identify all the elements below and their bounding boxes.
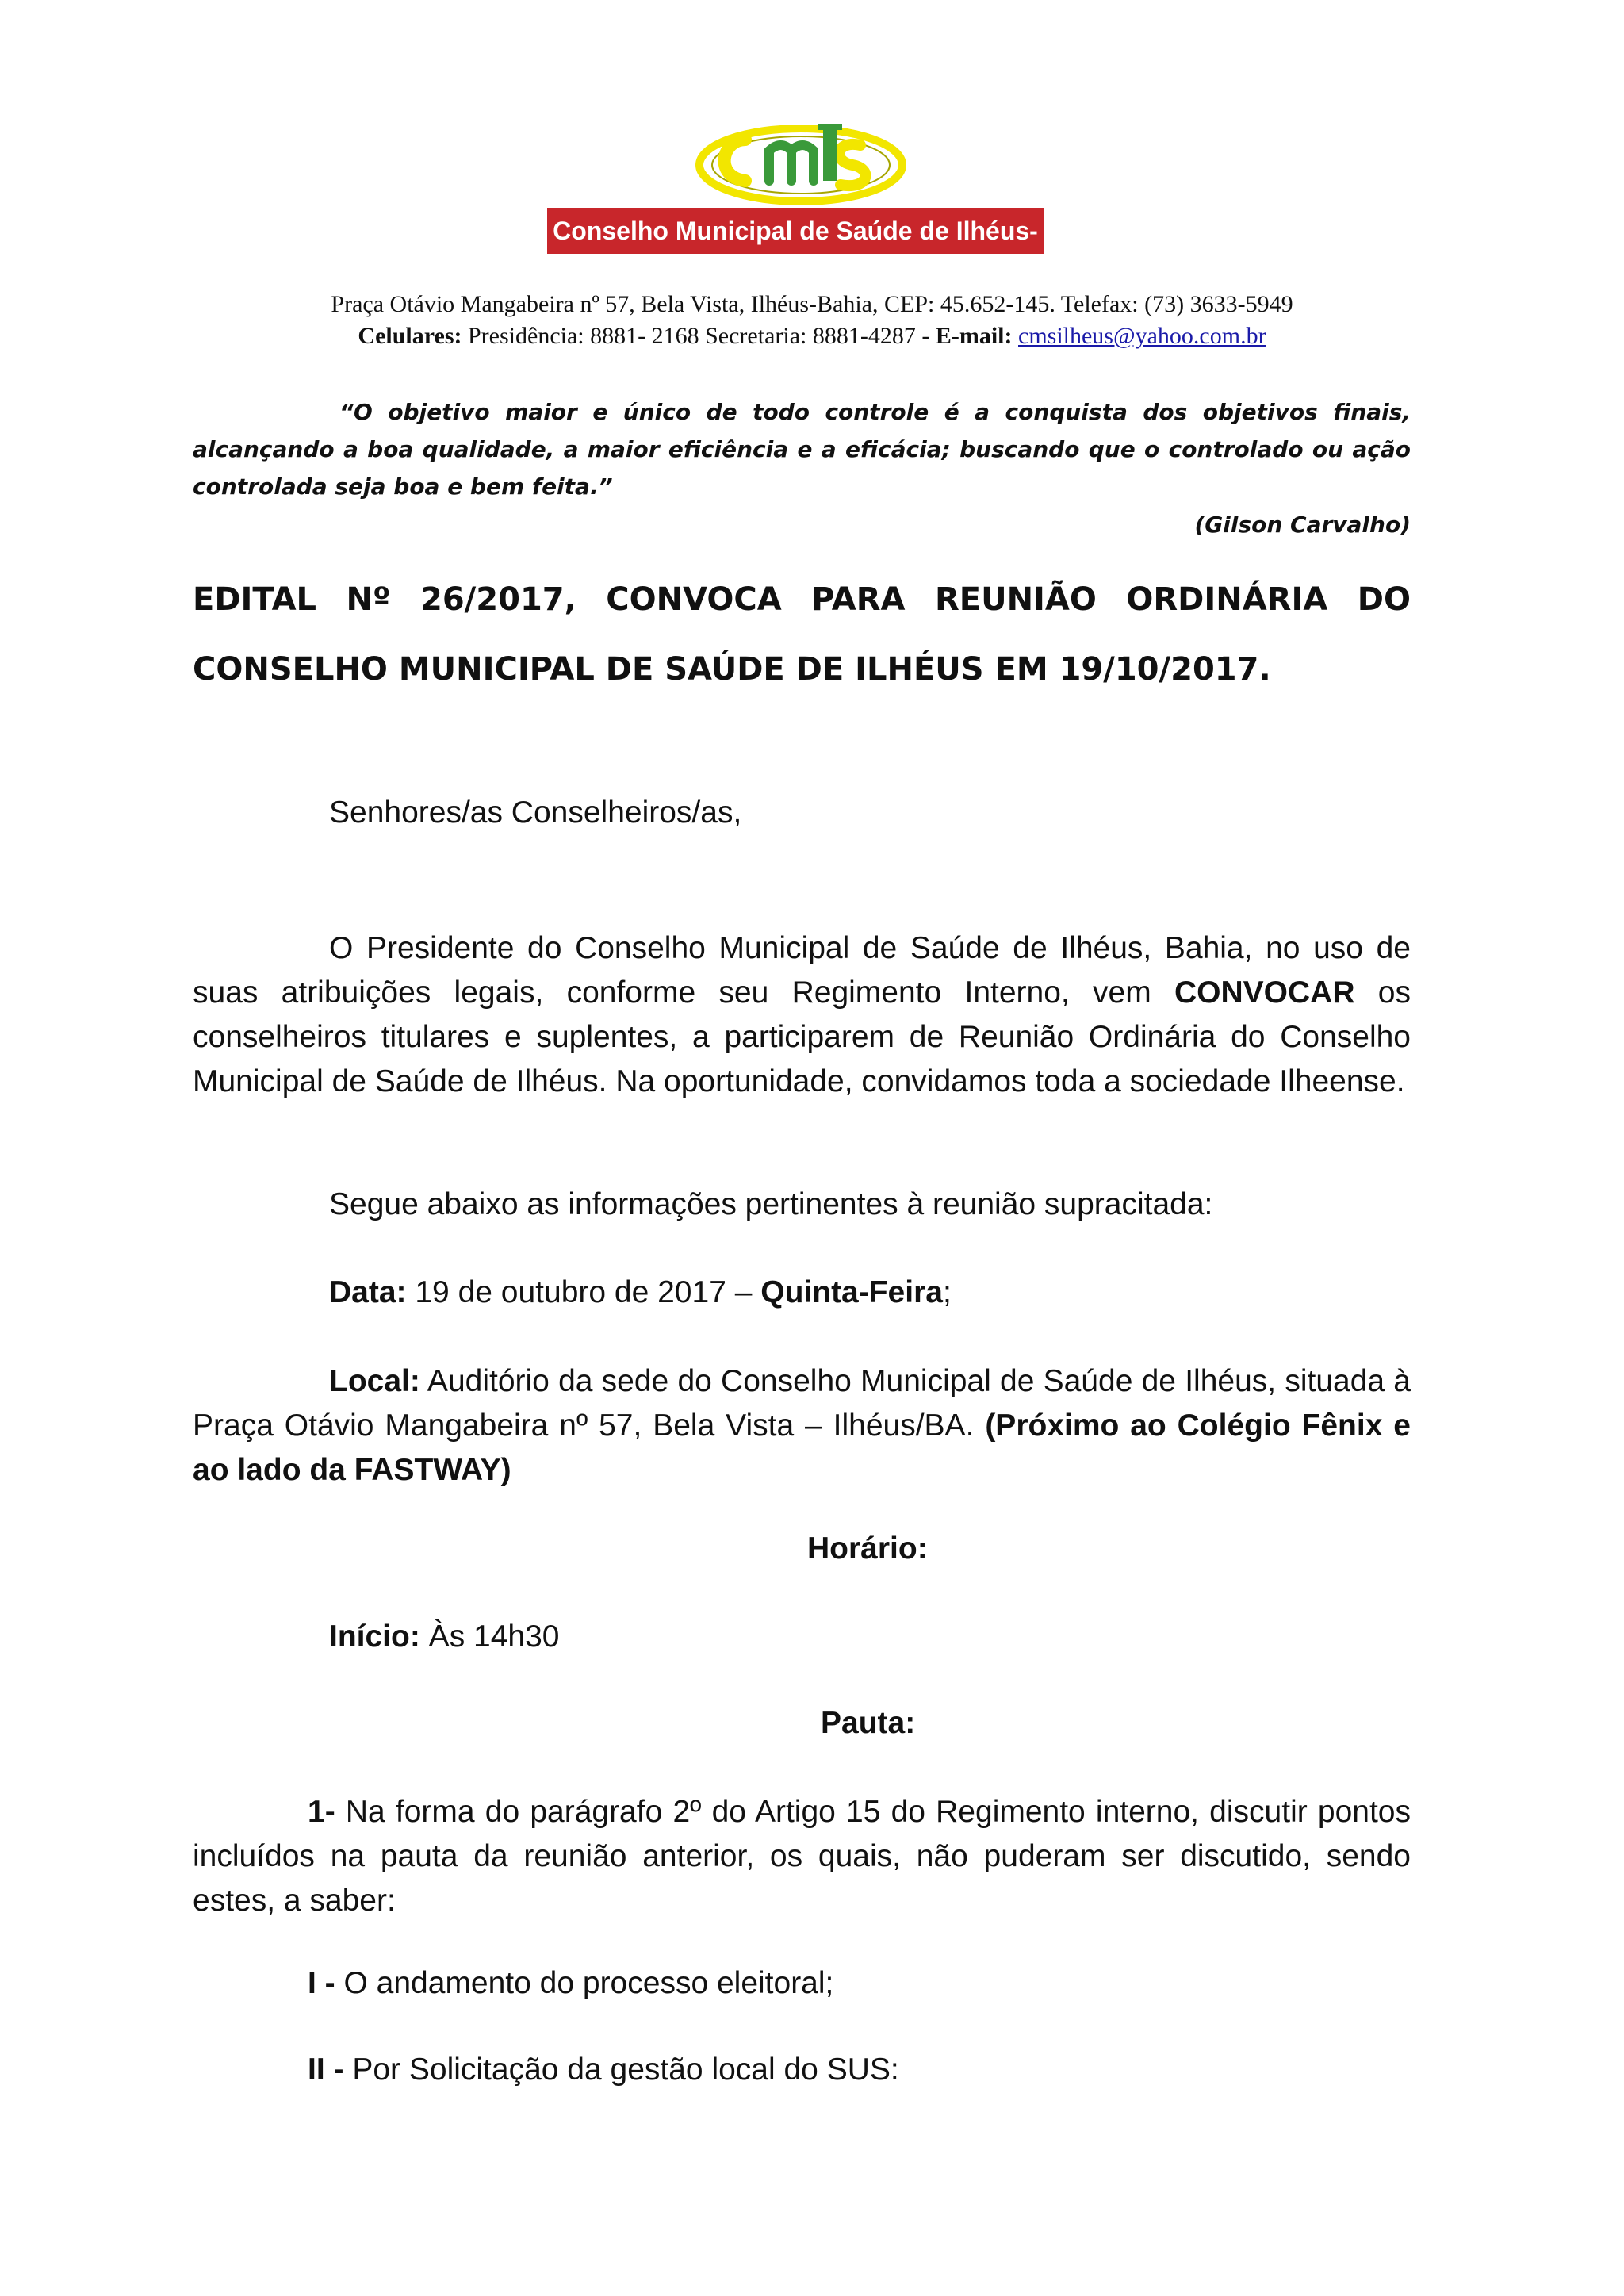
cms-logo [547, 102, 1055, 291]
agenda-item-1 [193, 1790, 1411, 1923]
date-line [329, 1275, 952, 1310]
greeting: Senhores/as Conselheiros/as, [329, 795, 742, 830]
email-label: E-mail: [935, 323, 1013, 349]
contact-line [0, 323, 1624, 350]
agenda-subitem-2 [308, 2053, 899, 2087]
intro-paragraph [193, 926, 1411, 1104]
local-value: Auditório da sede do Conselho Municipal de Saúde de Ilhéus, situada à Praça Otávio Mangabeira nº 57, Bela Vista – Ilhéus/BA. [193, 1364, 1411, 1443]
item1-number: 1- [308, 1795, 335, 1829]
sub2-number: II - [308, 2053, 344, 2087]
start-value: Às 14h30 [419, 1619, 560, 1654]
date-value: 19 de outubro de 2017 – [406, 1275, 761, 1309]
email-link[interactable]: cmsilheus@yahoo.com.br [1018, 323, 1266, 349]
item1-text: Na forma do parágrafo 2º do Artigo 15 do Regimento interno, discutir pontos incluídos na pauta da reunião anterior, os quais, não puderam ser discutido, sendo estes, a saber: [193, 1795, 1411, 1918]
agenda-subitem-1 [308, 1966, 833, 2001]
sub2-text: Por Solicitação da gestão local do SUS: [343, 2053, 899, 2087]
celulares-text: Presidência: 8881- 2168 Secretaria: 8881-4287 - [468, 323, 930, 349]
intro-part2: os conselheiros titulares e suplentes, a participarem de Reunião Ordinária do Conselho Municipal de Saúde de Ilhéus. Na oportunidade, convidamos toda a sociedade Ilheense. [193, 976, 1411, 1098]
intro-bold: CONVOCAR [1174, 976, 1355, 1010]
date-weekday: Quinta-Feira [760, 1275, 943, 1309]
intro-part1: O Presidente do Conselho Municipal de Saúde de Ilhéus, Bahia, no uso de suas atribuições legais, conforme seu Regimento Interno, vem [193, 931, 1411, 1010]
start-label: Início: [329, 1619, 420, 1654]
sub1-number: I - [308, 1966, 335, 2000]
local-label: Local: [329, 1364, 420, 1398]
date-end: ; [942, 1275, 952, 1309]
edital-title: EDITAL Nº 26/2017, CONVOCA PARA REUNIÃO ORDINÁRIA DO CONSELHO MUNICIPAL DE SAÚDE DE ILHÉUS EM 19/10/2017. [193, 581, 1411, 688]
agenda-heading: Pauta: [821, 1706, 916, 1740]
logo-banner: Conselho Municipal de Saúde de Ilhéus-Bahia [547, 208, 1044, 254]
local-note: (Próximo ao Colégio Fênix e ao lado da FASTWAY) [193, 1409, 1411, 1487]
sub1-text: O andamento do processo eleitoral; [335, 1966, 834, 2000]
quote-text: “O objetivo maior e único de todo controle é a conquista dos objetivos finais, alcançando a boa qualidade, a maior eficiência e a eficácia; buscando que o controlado ou ação controlada seja boa e bem feita.” [193, 399, 1411, 500]
quote [193, 393, 1411, 505]
address-line: Praça Otávio Mangabeira nº 57, Bela Vista, Ilhéus-Bahia, CEP: 45.652-145. Telefax: (73) 3633-5949 [331, 291, 1293, 317]
local-paragraph [193, 1359, 1411, 1493]
follows-text: Segue abaixo as informações pertinentes à reunião supracitada: [329, 1187, 1213, 1221]
start-line [329, 1619, 559, 1654]
date-label: Data: [329, 1275, 407, 1309]
schedule-heading: Horário: [807, 1531, 928, 1566]
celulares-label: Celulares: [358, 323, 462, 349]
cms-logo-icon [690, 102, 912, 213]
quote-author: (Gilson Carvalho) [1194, 512, 1411, 538]
